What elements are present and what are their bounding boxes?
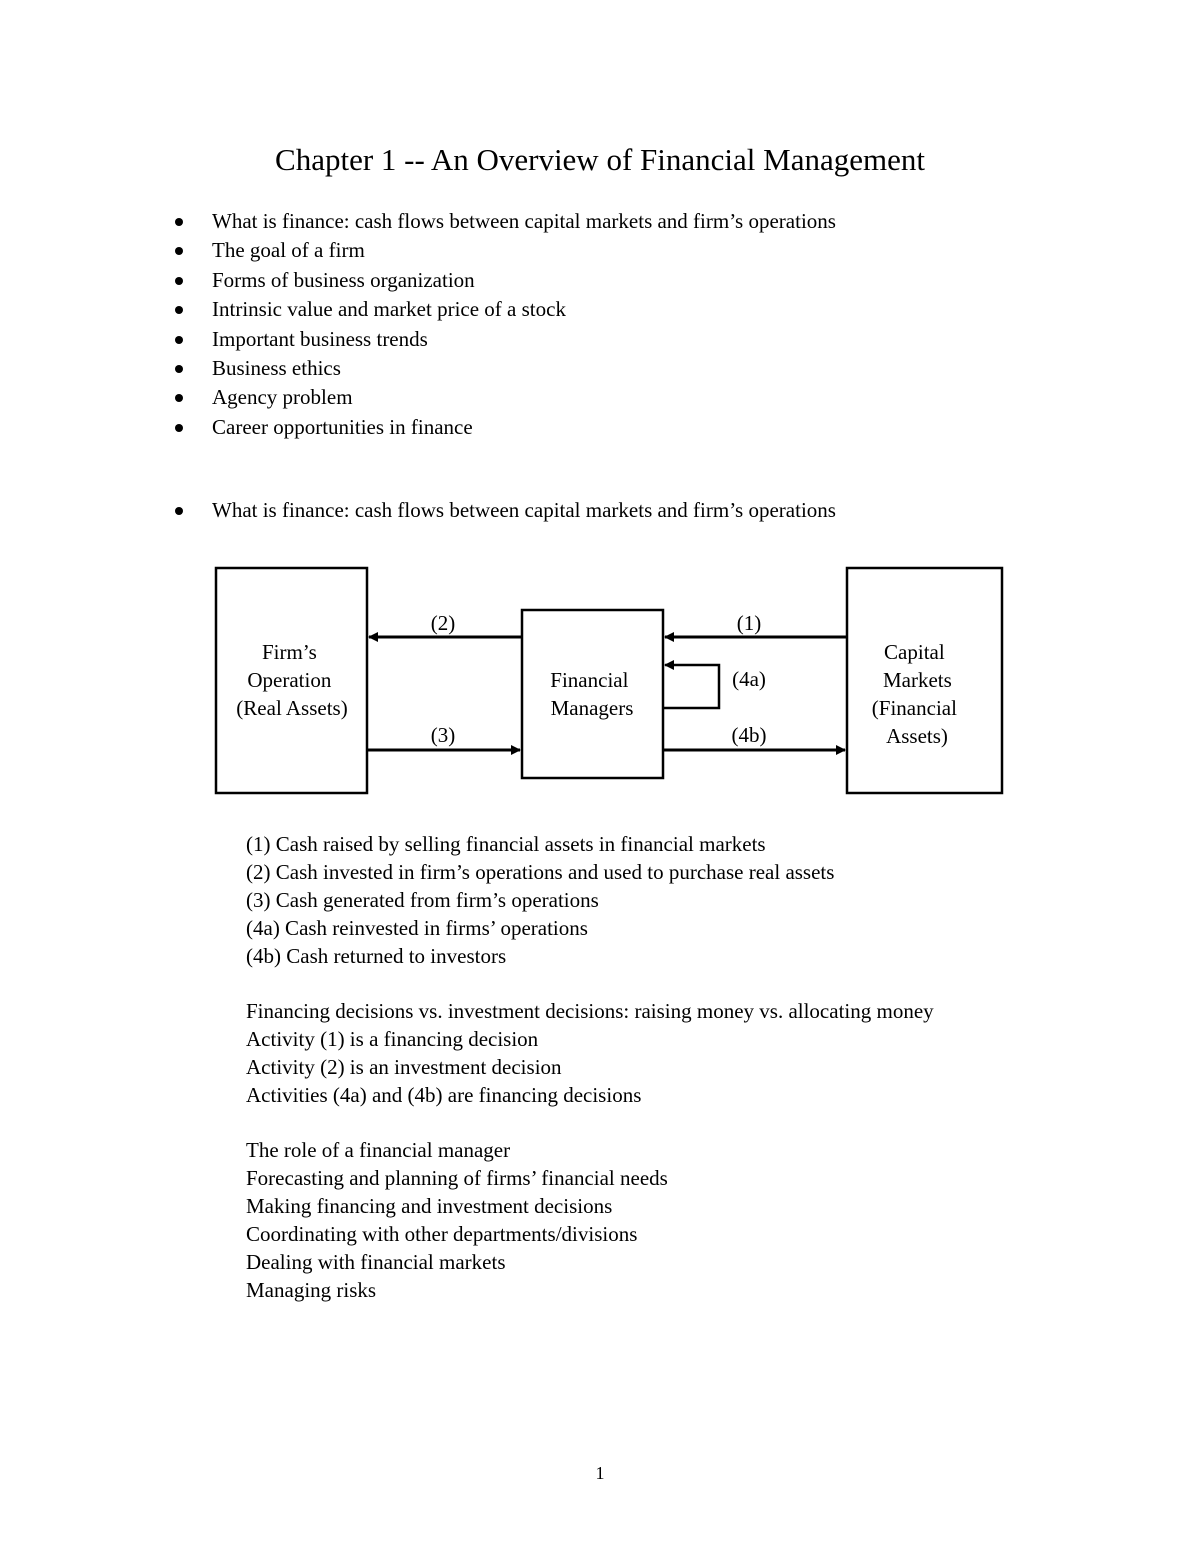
financial-managers-label — [550, 668, 633, 720]
bullet-icon — [175, 394, 183, 402]
firm-operation-label-line: Firm’s — [261, 640, 317, 664]
manager-role-section — [246, 1136, 668, 1304]
role-line: Coordinating with other departments/divisions — [246, 1222, 638, 1246]
outline-item — [173, 354, 836, 383]
bullet-icon — [175, 424, 183, 432]
capital-markets-box — [847, 568, 1002, 793]
bullet-icon — [175, 306, 183, 314]
bullet-icon — [175, 336, 183, 344]
financial-managers-label-line: Financial — [550, 668, 629, 692]
outline-item-text: Business ethics — [212, 355, 341, 380]
legend-item: (4a) Cash reinvested in firms’ operations — [246, 916, 588, 940]
flow-label-4a: (4a) — [732, 667, 766, 691]
decisions-line: Financing decisions vs. investment decisions: raising money vs. allocating money — [246, 999, 934, 1023]
decisions-line: Activities (4a) and (4b) are financing decisions — [246, 1083, 642, 1107]
role-line: Making financing and investment decisions — [246, 1194, 613, 1218]
outline-item-text: Important business trends — [212, 326, 428, 351]
flow-legend — [246, 830, 834, 970]
firm-operation-label-line: (Real Assets) — [236, 696, 348, 720]
role-line: Managing risks — [246, 1278, 377, 1302]
outline-item-text: Forms of business organization — [212, 267, 475, 292]
bullet-icon — [175, 365, 183, 373]
role-line: The role of a financial manager — [246, 1138, 511, 1162]
outline-list — [173, 207, 836, 442]
section-heading-bullet — [173, 496, 836, 525]
page-number: 1 — [595, 1463, 605, 1483]
capital-markets-label-line: Capital — [884, 640, 945, 664]
outline-item-text: The goal of a firm — [212, 238, 365, 263]
outline-item — [173, 207, 836, 236]
role-line: Forecasting and planning of firms’ financial needs — [246, 1166, 668, 1190]
firm-operation-label-line: Operation — [247, 668, 332, 692]
decisions-line: Activity (1) is a financing decision — [246, 1027, 539, 1051]
capital-markets-label-line: Markets — [882, 668, 952, 692]
outline-item-text: Career opportunities in finance — [212, 414, 473, 439]
flow-label-3: (3) — [430, 723, 456, 747]
role-line: Dealing with financial markets — [246, 1250, 506, 1274]
decisions-section — [246, 997, 934, 1109]
financial-managers-label-line: Managers — [550, 696, 634, 720]
legend-item: (2) Cash invested in firm’s operations and used to purchase real assets — [246, 860, 835, 884]
outline-item-text: Agency problem — [212, 385, 353, 410]
flow-label-2: (2) — [430, 611, 456, 635]
decisions-line: Activity (2) is an investment decision — [246, 1055, 562, 1079]
outline-item — [173, 325, 836, 354]
firm-operation-box — [216, 568, 367, 793]
capital-markets-label-line: (Financial — [871, 696, 957, 720]
outline-item-text: Intrinsic value and market price of a stock — [212, 297, 566, 322]
legend-item: (4b) Cash returned to investors — [246, 944, 507, 968]
legend-item: (1) Cash raised by selling financial assets in financial markets — [246, 832, 766, 856]
legend-item: (3) Cash generated from firm’s operations — [246, 888, 599, 912]
outline-item — [173, 413, 836, 442]
outline-item — [173, 295, 836, 324]
capital-markets-label — [872, 640, 962, 748]
bullet-icon — [175, 218, 183, 226]
section-heading-text: What is finance: cash flows between capital markets and firm’s operations — [212, 498, 836, 522]
bullet-icon — [175, 277, 183, 285]
outline-item — [173, 383, 836, 412]
capital-markets-label-line: Assets) — [886, 724, 948, 748]
flow-label-4b: (4b) — [731, 723, 767, 747]
outline-item-text: What is finance: cash flows between capital markets and firm’s operations — [212, 209, 836, 233]
financial-managers-box — [522, 610, 663, 778]
flow-arrow-4a — [663, 665, 719, 708]
firm-operation-label — [236, 640, 347, 720]
outline-item — [173, 236, 836, 265]
bullet-icon — [175, 247, 183, 255]
bullet-icon — [175, 507, 183, 515]
flow-label-1: (1) — [736, 611, 762, 635]
outline-item — [173, 266, 836, 295]
page-title: Chapter 1 -- An Overview of Financial Management — [275, 142, 925, 177]
